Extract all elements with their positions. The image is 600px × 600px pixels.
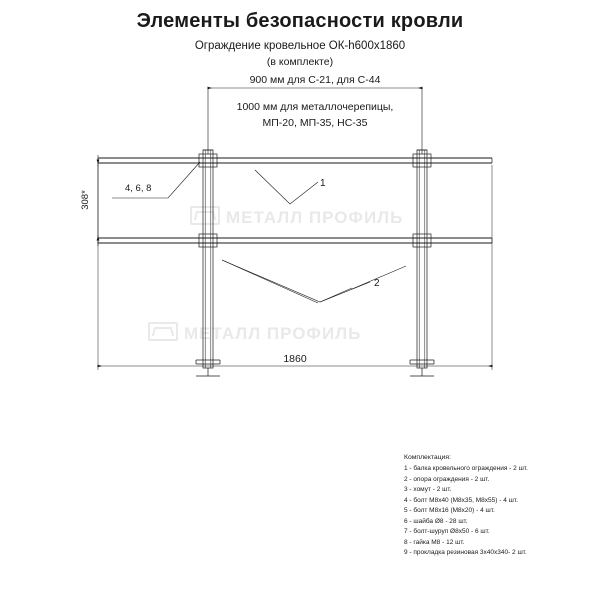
list-item: 8 - гайка М8 - 12 шт. bbox=[404, 538, 465, 546]
list-item: 3 - хомут - 2 шт. bbox=[404, 486, 452, 494]
callout-1-leader bbox=[255, 170, 318, 204]
bottom-dimension-label: 1860 bbox=[283, 353, 307, 365]
top-dimension-label-3: МП-20, МП-35, НС-35 bbox=[262, 117, 368, 129]
right-post bbox=[410, 150, 434, 376]
legend-title: Комплектация: bbox=[404, 454, 451, 461]
list-item: 1 - балка кровельного ограждения - 2 шт. bbox=[404, 465, 528, 472]
height-dimension-label: 308* bbox=[80, 190, 91, 210]
lower-rail bbox=[98, 238, 492, 243]
legend bbox=[404, 452, 599, 559]
page-title: Элементы безопасности кровли bbox=[136, 10, 464, 32]
callout-2-label: 2 bbox=[374, 278, 380, 289]
list-item: 9 - прокладка резиновая 3х40х340- 2 шт. bbox=[404, 549, 527, 557]
bottom-dimension-group bbox=[98, 165, 492, 370]
left-parts-label: 4, 6, 8 bbox=[125, 183, 152, 194]
list-item: 4 - болт М8х40 (М8х35, М8х55) - 4 шт. bbox=[404, 496, 518, 504]
product-note: (в комплекте) bbox=[266, 56, 334, 68]
technical-drawing bbox=[0, 70, 600, 400]
list-item: 6 - шайба Ø8 - 28 шт. bbox=[404, 517, 468, 525]
top-dimension-label-2: 1000 мм для металлочерепицы, bbox=[236, 101, 394, 113]
watermark-text: МЕТАЛЛ ПРОФИЛЬ bbox=[184, 324, 362, 343]
top-dimension-label-1: 900 мм для С-21, для С-44 bbox=[249, 74, 381, 86]
list-item: 7 - болт-шуруп Ø8х50 - 6 шт. bbox=[404, 528, 490, 536]
list-item: 2 - опора ограждения - 2 шт. bbox=[404, 475, 490, 483]
callout-1-label: 1 bbox=[320, 178, 326, 189]
watermark-text: МЕТАЛЛ ПРОФИЛЬ bbox=[226, 208, 404, 227]
product-name: Ограждение кровельное ОК-h600x1860 bbox=[194, 40, 406, 52]
upper-rail bbox=[98, 158, 492, 163]
list-item: 5 - болт М8х16 (М8х20) - 4 шт. bbox=[404, 507, 495, 515]
left-post bbox=[196, 150, 220, 376]
header bbox=[0, 0, 600, 68]
